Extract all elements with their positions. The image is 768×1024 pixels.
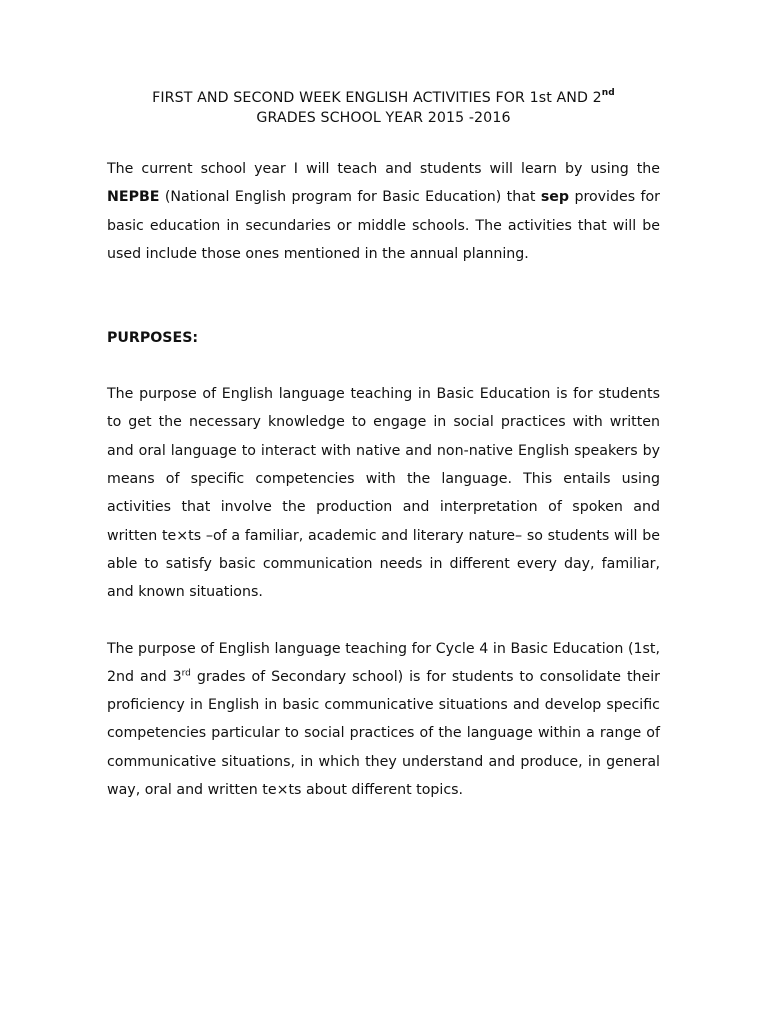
- title-line-2: GRADES SCHOOL YEAR 2015 -2016: [256, 110, 511, 126]
- purpose2-text-1: The purpose of English language teaching for Cycle 4 in Basic Education (1st, 2nd and 3: [107, 640, 660, 685]
- purposes-heading: PURPOSES:: [107, 330, 199, 347]
- document-page: [107, 88, 660, 804]
- intro-text-3: provides for basic education in secundaries or middle schools. The activities that will be used include those ones mentioned in the annual planning.: [107, 189, 660, 262]
- document-title: [107, 88, 660, 128]
- title-superscript: nd: [601, 88, 615, 99]
- intro-bold-sep: sep: [540, 189, 570, 206]
- purpose-paragraph-1: The purpose of English language teaching in Basic Education is for students to get the necessary knowledge to engage in social practices with written and oral language to interact with native and non-native English speakers by means of specific competencies with the language. This entails using activities that involve the production and interpretation of spoken and written te×ts –of a familiar, academic and literary nature– so students will be able to satisfy basic communication needs in different every day, familiar, and known situations.: [107, 386, 660, 601]
- title-line-1: FIRST AND SECOND WEEK ENGLISH ACTIVITIES FOR 1st AND 2: [152, 90, 602, 106]
- intro-text-2: (National English program for Basic Education) that: [159, 189, 541, 206]
- purpose2-superscript: rd: [181, 668, 191, 679]
- intro-bold-nepbe: NEPBE: [107, 189, 160, 206]
- purpose-paragraph-2: [107, 635, 660, 805]
- intro-text-1: The current school year I will teach and students will learn by using the: [107, 161, 660, 177]
- intro-paragraph: [107, 155, 660, 268]
- purpose2-text-2: grades of Secondary school) is for students to consolidate their proficiency in English in basic communicative situations and develop specific competencies particular to social practices of the language within a range of communicative situations, in which they understand and produce, in general way, oral and written te×ts about different topics.: [107, 668, 661, 799]
